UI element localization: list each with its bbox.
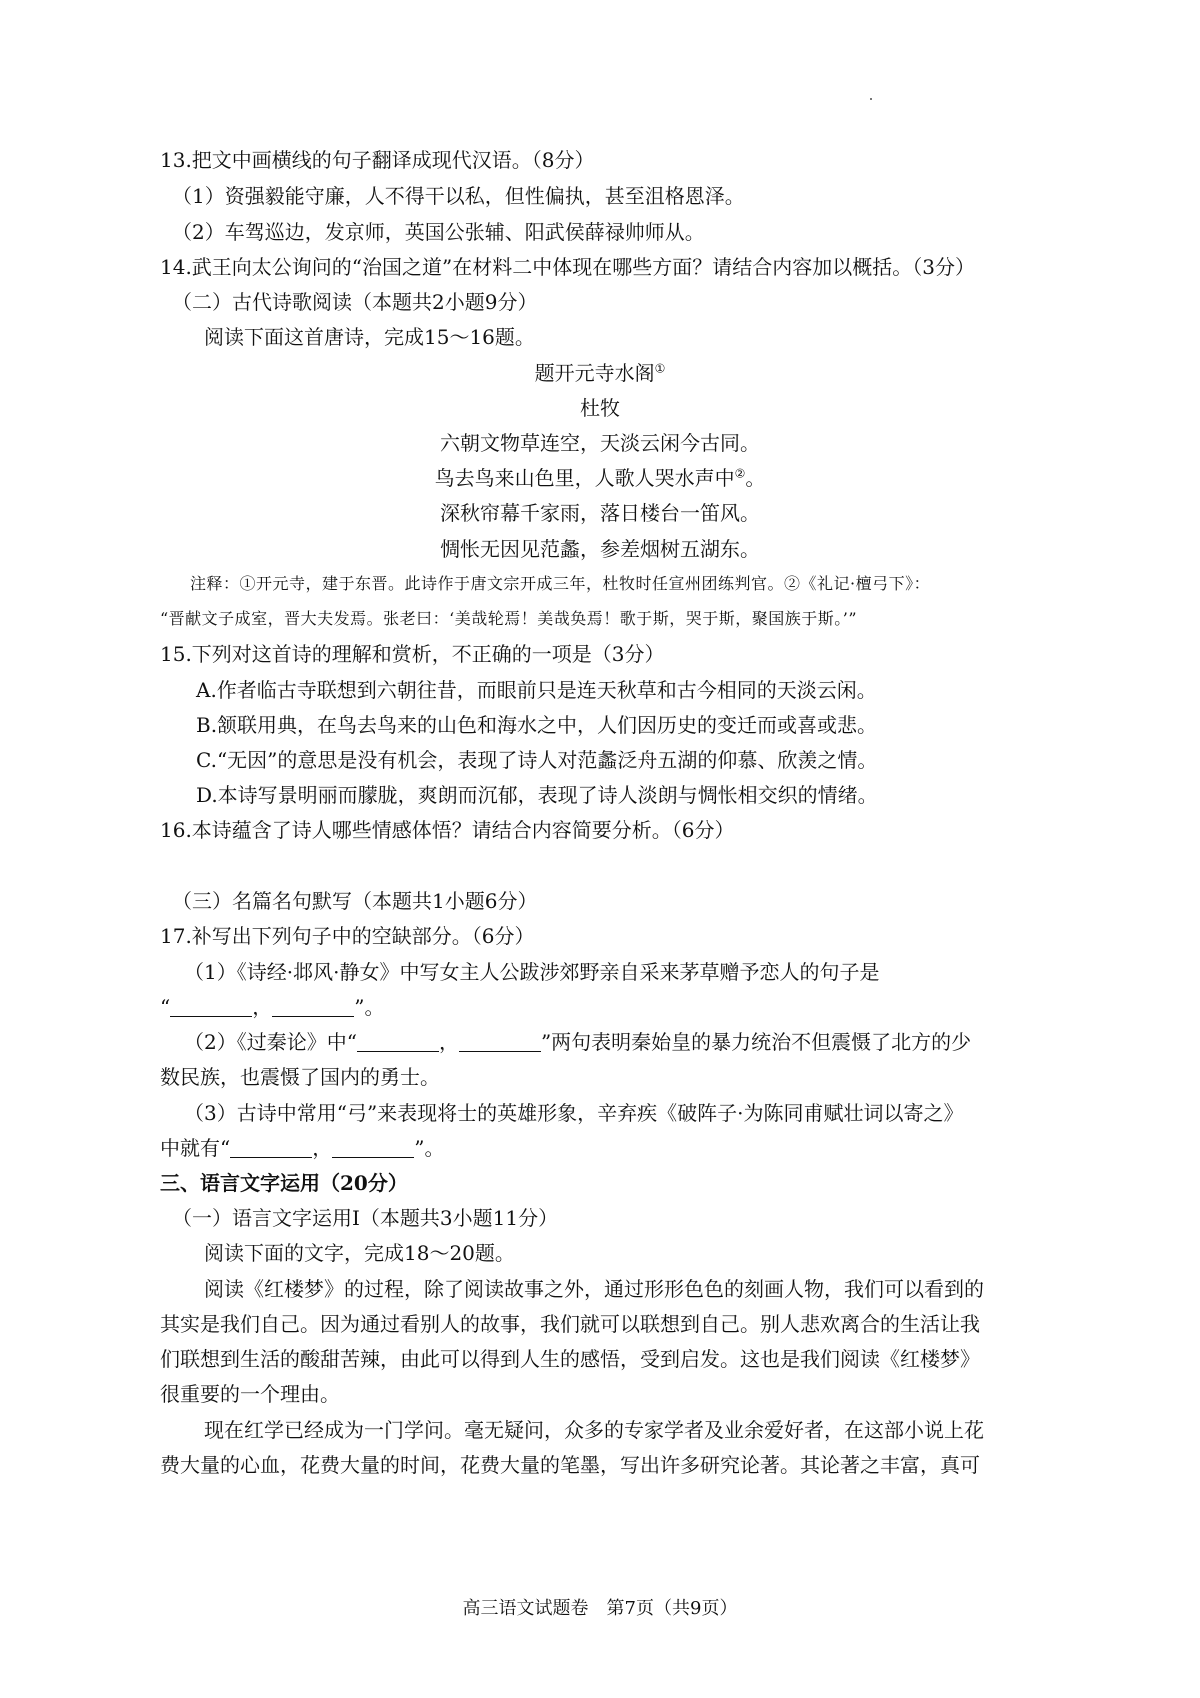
answer-blank-1[interactable] bbox=[170, 996, 252, 1017]
answer-blank-4[interactable] bbox=[459, 1031, 541, 1052]
q17-part-3: （3）古诗中常用“弓”来表现将士的英雄形象，辛弃疾《破阵子·为陈同甫赋壮词以寄之》 bbox=[184, 1101, 964, 1125]
q13-title: 13.把文中画横线的句子翻译成现代汉语。（8分） bbox=[160, 148, 595, 172]
q15-option-d: D.本诗写景明丽而朦胧，爽朗而沉郁，表现了诗人淡朗与惆怅相交织的情绪。 bbox=[196, 783, 878, 807]
poem-line-2-end: 。 bbox=[745, 466, 766, 490]
q17-part-1-blanks bbox=[160, 989, 1040, 1025]
scan-speck bbox=[870, 98, 872, 100]
q16: 16.本诗蕴含了诗人哪些情感体悟？请结合内容简要分析。（6分） bbox=[160, 818, 735, 842]
q15-title: 15.下列对这首诗的理解和赏析，不正确的一项是（3分） bbox=[160, 642, 665, 666]
passage-p2-line-2: 费大量的心血，花费大量的时间，花费大量的笔墨，写出许多研究论著。其论著之丰富，真可 bbox=[160, 1453, 980, 1477]
q17-part-2 bbox=[184, 1024, 1064, 1060]
answer-blank-2[interactable] bbox=[272, 996, 354, 1017]
q15-option-a: A.作者临古寺联想到六朝往昔，而眼前只是连天秋草和古今相同的天淡云闲。 bbox=[196, 678, 877, 702]
comma: ， bbox=[252, 995, 273, 1019]
quote-close: ”。 bbox=[414, 1136, 445, 1160]
poem-notes-line-2: “晋献文子成室，晋大夫发焉。张老曰：‘美哉轮焉！美哉奂焉！歌于斯，哭于斯，聚国族于斯。’” bbox=[160, 609, 858, 628]
q14: 14.武王向太公询问的“治国之道”在材料二中体现在哪些方面？请结合内容加以概括。（3分） bbox=[160, 255, 975, 279]
section-3-heading: （三）名篇名句默写（本题共1小题6分） bbox=[172, 889, 538, 913]
poem-author: 杜牧 bbox=[580, 396, 620, 420]
passage-p1-line-4: 很重要的一个理由。 bbox=[160, 1382, 340, 1406]
q17-title: 17.补写出下列句子中的空缺部分。（6分） bbox=[160, 924, 535, 948]
quote-open: “ bbox=[160, 995, 171, 1019]
section-2-heading: （二）古代诗歌阅读（本题共2小题9分） bbox=[172, 290, 538, 314]
section-2-intro: 阅读下面这首唐诗，完成15～16题。 bbox=[204, 325, 535, 349]
poem-line-3: 深秋帘幕千家雨，落日楼台一笛风。 bbox=[440, 501, 760, 525]
poem-line-1: 六朝文物草连空，天淡云闲今古同。 bbox=[440, 431, 760, 455]
q15-option-c: C.“无因”的意思是没有机会，表现了诗人对范蠡泛舟五湖的仰慕、欣羡之情。 bbox=[196, 748, 878, 772]
q17-part-3-pre: 中就有“ bbox=[160, 1136, 231, 1160]
poem-line-2-text: 鸟去鸟来山色里，人歌人哭水声中 bbox=[434, 466, 735, 490]
q17-part-3-blanks bbox=[160, 1130, 1040, 1166]
q17-part-1: （1）《诗经·邶风·静女》中写女主人公跋涉郊野亲自采来茅草赠予恋人的句子是 bbox=[184, 960, 880, 984]
poem-title-note: ① bbox=[654, 361, 666, 376]
passage-p1-line-3: 们联想到生活的酸甜苦辣，由此可以得到人生的感悟，受到启发。这也是我们阅读《红楼梦》 bbox=[160, 1347, 980, 1371]
answer-blank-3[interactable] bbox=[357, 1031, 439, 1052]
passage-p1-line-2: 其实是我们自己。因为通过看别人的故事，我们就可以联想到自己。别人悲欢离合的生活让我 bbox=[160, 1312, 980, 1336]
poem-title-text: 题开元寺水阁 bbox=[534, 361, 655, 385]
q15-option-b: B.颔联用典，在鸟去鸟来的山色和海水之中，人们因历史的变迁而或喜或悲。 bbox=[196, 713, 878, 737]
comma: ， bbox=[438, 1030, 459, 1054]
poem-line-2 bbox=[160, 460, 1040, 496]
q13-sentence-2: （2）车驾巡边，发京师，英国公张辅、阳武侯薛禄帅师从。 bbox=[172, 220, 705, 244]
comma: ， bbox=[312, 1136, 333, 1160]
answer-blank-5[interactable] bbox=[230, 1137, 312, 1158]
part-3-heading: 三、语言文字运用（20分） bbox=[160, 1171, 408, 1195]
q17-part-2-pre: （2）《过秦论》中“ bbox=[184, 1030, 357, 1054]
passage-p1-line-1: 阅读《红楼梦》的过程，除了阅读故事之外，通过形形色色的刻画人物，我们可以看到的 bbox=[204, 1277, 984, 1301]
subsection-1-heading: （一）语言文字运用Ⅰ（本题共3小题11分） bbox=[172, 1206, 559, 1230]
answer-blank-6[interactable] bbox=[332, 1137, 414, 1158]
poem-notes-line-1: 注释：①开元寺，建于东晋。此诗作于唐文宗开成三年，杜牧时任宣州团练判官。②《礼记·檀弓下》： bbox=[190, 574, 931, 593]
q17-part-2-cont: 数民族，也震慑了国内的勇士。 bbox=[160, 1065, 440, 1089]
quote-close: ”。 bbox=[354, 995, 385, 1019]
q17-part-2-post: ”两句表明秦始皇的暴力统治不但震慑了北方的少 bbox=[540, 1030, 972, 1054]
page-footer: 高三语文试题卷 第7页（共9页） bbox=[462, 1598, 738, 1619]
poem-line-4: 惆怅无因见范蠡，参差烟树五湖东。 bbox=[440, 537, 760, 561]
poem-line-2-note: ② bbox=[734, 466, 746, 481]
subsection-1-intro: 阅读下面的文字，完成18～20题。 bbox=[204, 1241, 515, 1265]
passage-p2-line-1: 现在红学已经成为一门学问。毫无疑问，众多的专家学者及业余爱好者，在这部小说上花 bbox=[204, 1418, 984, 1442]
poem-title bbox=[160, 355, 1040, 391]
q13-sentence-1: （1）资强毅能守廉，人不得干以私，但性偏执，甚至沮格恩泽。 bbox=[172, 184, 745, 208]
